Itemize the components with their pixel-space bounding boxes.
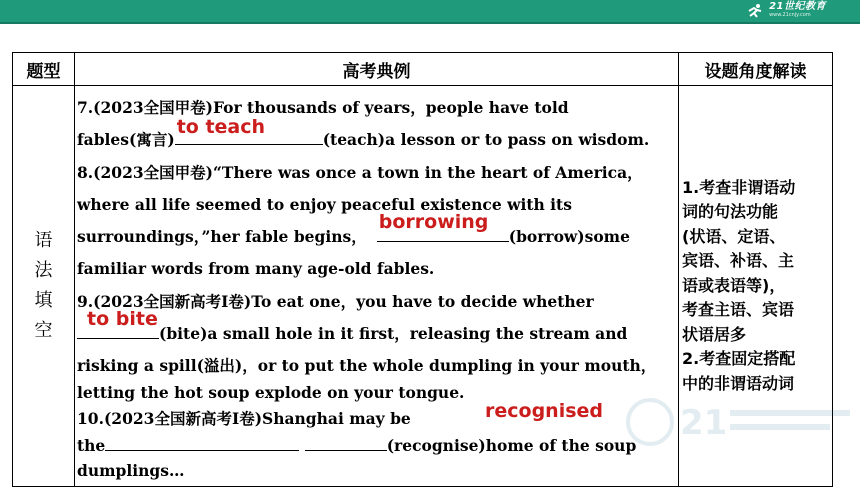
- question-type-cell: [13, 86, 75, 487]
- header-exam-examples: 高考典例: [75, 53, 679, 86]
- answer-2: borrowing: [378, 211, 489, 234]
- brand-logo: [745, 2, 826, 20]
- answer-1: to teach: [176, 116, 266, 139]
- answer-4: recognised: [485, 399, 604, 422]
- answer-blank-4b: [305, 432, 387, 451]
- analysis-line: 1.考查非谓语动: [682, 177, 796, 197]
- example-line: the (recognise)home of the soup: [77, 432, 676, 458]
- grammar-table: [12, 52, 833, 487]
- runner-icon: [745, 3, 765, 19]
- example-line: where all life seemed to enjoy peaceful existence with its: [77, 194, 572, 214]
- logo-url: www.21cnjy.com: [769, 12, 811, 18]
- analysis-line: 状语居多: [682, 324, 747, 344]
- analysis-line: (状语、定语、: [682, 226, 786, 246]
- answer-3: to bite: [87, 308, 158, 331]
- header-angle-analysis: 设题角度解读: [679, 53, 833, 86]
- type-char: 法: [34, 259, 53, 281]
- answer-blank-4a: [105, 432, 299, 451]
- top-banner: [0, 0, 860, 22]
- example-line: 7.(2023全国甲卷)For thousands of years，people have told: [77, 98, 569, 117]
- banner-divider: [0, 22, 860, 24]
- type-char: 填: [34, 289, 53, 311]
- analysis-line: 语或表语等)，: [682, 275, 786, 295]
- example-line: 8.(2023全国甲卷)“There was once a town in the heart of America，: [77, 162, 643, 182]
- analysis-line: 词的句法功能: [682, 202, 779, 222]
- answer-blank-2: [377, 211, 509, 242]
- example-line: letting the hot soup explode on your tongue.: [77, 382, 465, 402]
- example-line: dumplings…: [77, 460, 185, 480]
- type-char: 语: [34, 229, 53, 251]
- svg-text:21: 21: [680, 403, 728, 443]
- answer-blank-1: [175, 116, 323, 145]
- example-line: 9.(2023全国新高考Ⅰ卷)To eat one，you have to decide whether: [77, 291, 594, 311]
- example-line: familiar words from many age-old fables.: [77, 259, 435, 279]
- logo-text: 21世纪教育: [769, 1, 826, 12]
- answer-blank-3: [77, 308, 159, 339]
- analysis-line: 宾语、补语、主: [682, 251, 795, 271]
- example-line: fables(寓言) to teach (teach)a lesson or to pass on wisdom.: [77, 116, 650, 150]
- analysis-line: 2.考查固定搭配: [682, 349, 796, 369]
- analysis-line: 中的非谓语动词: [682, 373, 795, 393]
- example-line: surroundings，”her fable begins， borrowing (borrow)some: [77, 211, 630, 247]
- example-line: risking a spill(溢出)，or to put the whole dumpling in your mouth，: [77, 356, 657, 376]
- analysis-line: 考查主语、宾语: [682, 300, 795, 320]
- header-question-type: 题型: [13, 53, 75, 86]
- analysis-cell: [679, 86, 833, 487]
- examples-cell: [75, 86, 679, 487]
- example-line: to bite (bite)a small hole in it first，releasing the stream and: [77, 315, 676, 347]
- example-line: 10.(2023全国新高考Ⅰ卷)Shanghai may be recognised: [77, 399, 604, 428]
- type-char: 空: [34, 319, 53, 341]
